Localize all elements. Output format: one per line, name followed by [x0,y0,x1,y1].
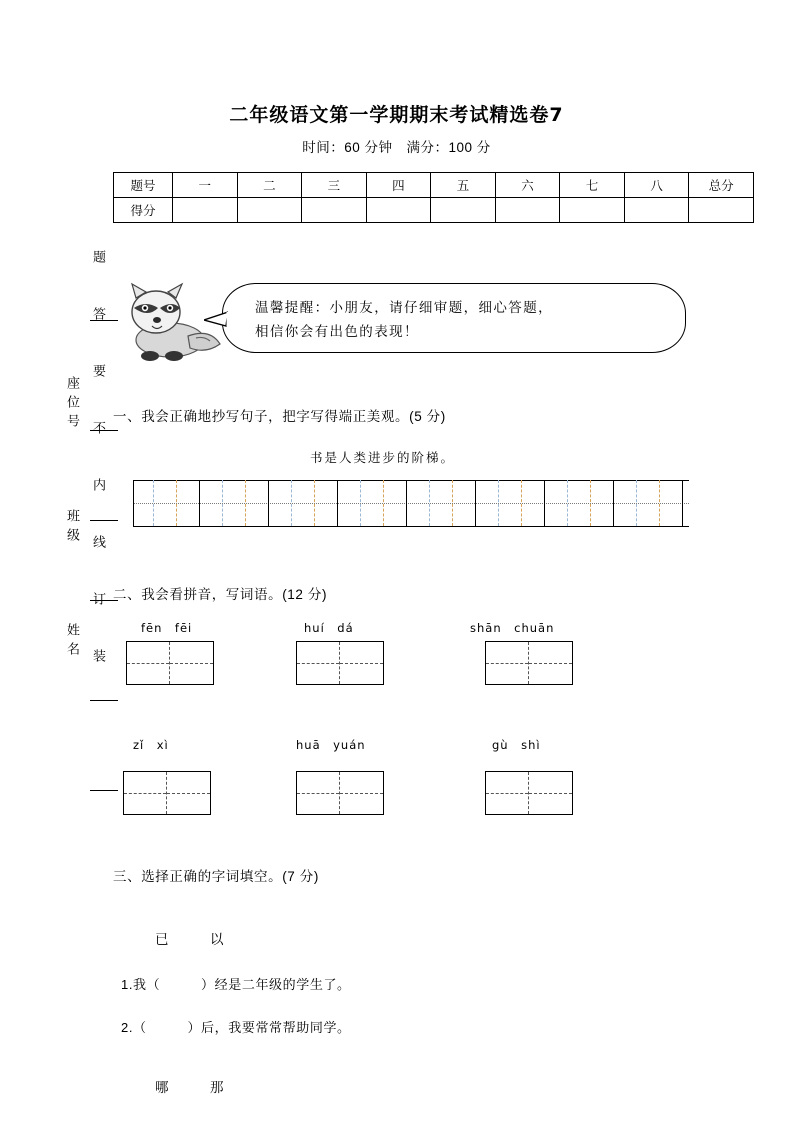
pinyin-label: shān chuān [470,621,555,635]
writing-cell[interactable] [170,642,213,684]
score-row-label: 得分 [114,198,173,223]
pinyin-label: zǐ xì [133,738,169,752]
writing-cell[interactable] [340,642,383,684]
grid-vdash [429,480,430,526]
score-cell-blank[interactable] [237,198,302,223]
notice-text [255,296,665,344]
grid-vdash [176,480,177,526]
page-subtitle: 时间：60 分钟 满分：100 分 [302,140,491,155]
score-col-header: 七 [560,173,625,198]
grid-mid-dotted [133,503,689,504]
question-3-choice-group-2: 哪 那 [155,1080,238,1095]
question-3-heading: 三、选择正确的字词填空。(7 分) [113,869,319,884]
writing-box[interactable] [296,641,384,685]
score-col-header: 六 [495,173,560,198]
writing-cell[interactable] [127,642,170,684]
question-3-item-1[interactable]: 1.我（ ）经是二年级的学生了。 [121,977,351,992]
grid-vdash [567,480,568,526]
seal-rule-2 [90,430,118,431]
score-col-header: 二 [237,173,302,198]
seal-rule-5 [90,700,118,701]
grid-vdash [314,480,315,526]
pinyin-label: fēn fēi [141,621,193,635]
seal-rule-1 [90,320,118,321]
writing-cell[interactable] [297,772,340,814]
pinyin-label: huí dá [304,621,354,635]
notice-line-2: 相信你会有出色的表现！ [255,324,419,340]
writing-cell[interactable] [340,772,383,814]
score-row-label: 题号 [114,173,173,198]
writing-cell[interactable] [167,772,210,814]
grid-vdash [452,480,453,526]
grid-vline [475,480,476,526]
score-cell-blank[interactable] [689,198,754,223]
grid-vline [268,480,269,526]
writing-cell[interactable] [529,772,572,814]
grid-vdash [153,480,154,526]
grid-vdash [360,480,361,526]
score-col-header: 三 [302,173,367,198]
grid-vline [406,480,407,526]
question-1-heading: 一、我会正确地抄写句子，把字写得端正美观。(5 分) [113,409,446,424]
writing-box[interactable] [296,771,384,815]
score-col-header: 四 [366,173,431,198]
pinyin-label: gù shì [492,738,541,752]
writing-box[interactable] [485,641,573,685]
seal-strip [55,250,115,890]
question-1-sentence: 书是人类进步的阶梯。 [310,450,456,465]
grid-vdash [659,480,660,526]
writing-cell[interactable] [529,642,572,684]
score-cell-blank[interactable] [431,198,496,223]
grid-vdash [521,480,522,526]
question-3-choice-group-1: 已 以 [155,932,238,947]
score-cell-blank[interactable] [495,198,560,223]
page-title: 二年级语文第一学期期末考试精选卷7 [229,104,564,126]
grid-vline [337,480,338,526]
score-col-header: 总分 [689,173,754,198]
grid-vdash [498,480,499,526]
grid-vdash [636,480,637,526]
score-col-header: 一 [173,173,238,198]
pinyin-label: huā yuán [296,738,366,752]
grid-vdash [291,480,292,526]
grid-vdash [245,480,246,526]
table-row [114,173,754,198]
writing-cell[interactable] [124,772,167,814]
score-cell-blank[interactable] [173,198,238,223]
question-1-copy-grid[interactable] [133,480,689,528]
grid-vline [544,480,545,526]
notice-bubble-tail [204,310,228,328]
score-cell-blank[interactable] [624,198,689,223]
seal-text-info: 座位号 班级 姓名 [65,376,80,661]
score-col-header: 五 [431,173,496,198]
grid-top-rule [133,480,689,481]
score-cell-blank[interactable] [560,198,625,223]
question-2-heading: 二、我会看拼音，写词语。(12 分) [113,587,328,602]
writing-cell[interactable] [486,642,529,684]
table-row [114,198,754,223]
grid-vdash [590,480,591,526]
grid-vline [613,480,614,526]
score-table [113,172,754,223]
grid-vline [682,480,683,526]
writing-cell[interactable] [297,642,340,684]
score-cell-blank[interactable] [302,198,367,223]
notice-line-1: 温馨提醒：小朋友，请仔细审题，细心答题， [255,300,553,316]
writing-box[interactable] [123,771,211,815]
grid-vline [133,480,134,526]
question-3-item-2[interactable]: 2.（ ）后，我要常常帮助同学。 [121,1020,351,1035]
seal-rule-3 [90,520,118,521]
grid-vdash [383,480,384,526]
grid-vdash [222,480,223,526]
writing-box[interactable] [485,771,573,815]
score-cell-blank[interactable] [366,198,431,223]
grid-bottom-rule [133,526,689,527]
writing-box[interactable] [126,641,214,685]
seal-text-answer: 题 答 要 不 内 线 订 装 [91,250,106,668]
seal-rule-6 [90,790,118,791]
grid-vline [199,480,200,526]
score-col-header: 八 [624,173,689,198]
writing-cell[interactable] [486,772,529,814]
